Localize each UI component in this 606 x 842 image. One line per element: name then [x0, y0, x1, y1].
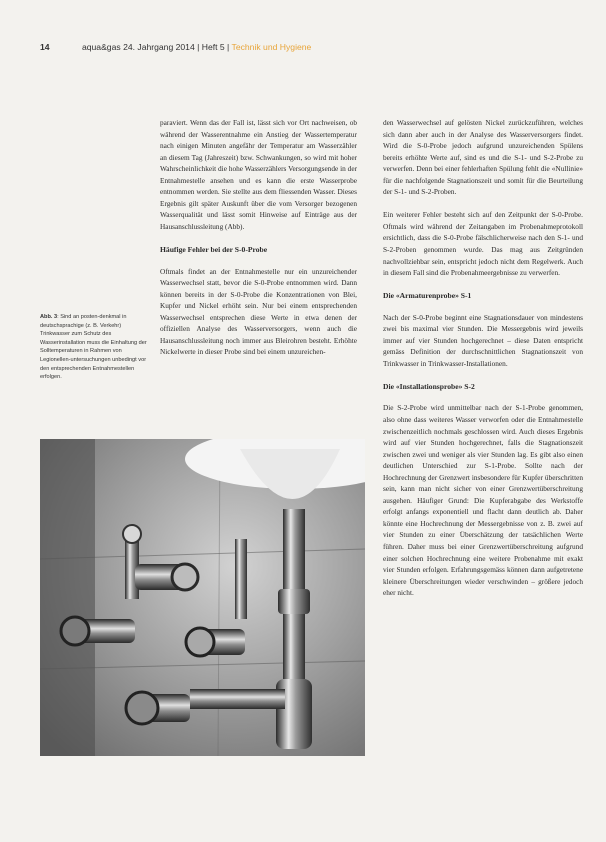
paragraph: Nach der S-0-Probe beginnt eine Stagnationsdauer von mindestens zwei bis maximal vier Stunden. Die Messergebnis wird jeweils immer auf vier Stunden hochgerechnet – diese Daten entspricht gemäss Definition der durchschnittlichen Stagnationszeit von Trinkwasser in Trinkwasser-Installationen.: [383, 312, 583, 368]
paragraph: Ein weiterer Fehler besteht sich auf den Zeitpunkt der S-0-Probe. Oftmals wird während der Zeitangaben im Probenahmeprotokoll ersichtlich, dass die S-0-Probe fälschlicherweise nach den S-1- und S-2-Proben genommen wurde. Das mag aus Zeitgründen nachvollziehbar sein, entspricht jedoch nicht dem Regelwerk. Auch in diesem Fall sind die Probenahmeergebnisse zu verwerfen.: [383, 210, 583, 278]
page-number: 14: [40, 42, 50, 52]
subheading: Die «Armaturenprobe» S-1: [383, 291, 472, 301]
journal-name: aqua&gas: [81, 42, 121, 52]
plumbing-photo-illustration: [40, 439, 365, 756]
figure-caption-text: Sind an posten-denkmal in deutschsprachige (z. B. Verkehr) Trinkwasser zum Schutz des Wasserinstallation muss die Einhaltung der Solltemperaturen in Rahmen von Legionellen-untersuchungen unbedingt vor den entsprechenden Entnahmestellen erfolgen.: [40, 314, 147, 381]
section-title: Technik und Hygiene: [231, 42, 312, 52]
subheading: Häufige Fehler bei der S-0-Probe: [160, 244, 268, 254]
plumbing-photo: [40, 439, 365, 756]
paragraph: paraviert. Wenn das der Fall ist, lässt sich vor Ort nachweisen, ob während der Wasserentnahme ein Anstieg der Wassertemperatur nach einigen Minuten angefähr der Temperatur am Wasserzähler an diesem Tag (Jahreszeit) bzw. Schwankungen, so wird mit hoher Wahrscheinlichkeit die hohe Wasserzählers Versorgungsende in der Entnahmestelle ansehen und es kann die erste Wasserprobe entnommen werden. Sie stellte aus dem fliessenden Wasser. Dieses Ergebnis gilt später Auskunft über die vom Versorger bezogenen Wasserqualität und lässt somit Hinweise auf Einträge aus der Hausanschlussleitung (Abb).: [160, 118, 357, 231]
paragraph: den Wasserwechsel auf gelösten Nickel zurückzuführen, welches sich dann aber auch in der Analyse des Wasserversorgers findet. Wird die S-0-Probe jedoch aufgrund unzureichenden Spülens bereits erhöhte Werte auf, sind es und die S-1- und S-2-Probe zu verwerfen. Denn bei einer fehlerhaften Spülung fehlt die «Nullinie» für die nachfolgende Stagnationszeit und somit für die Beurteilung der S-1- und S-2-Proben.: [383, 118, 583, 197]
paragraph: Oftmals findet an der Entnahmestelle nur ein unzureichender Wasserwechsel statt, bevor die S-0-Probe entnommen wird. Dann können bereits in der S-0-Probe die Konzentrationen von Blei, Kupfer und Nickel erhöht sein. Nur bei einem entsprechenden Wasserwechsel entsprechen diese Werte in etwa denen der offiziellen Analyse des Wasserversorgers, wenn auch die Hausanschlussleitung noch immer aus Bleirohren besteht. Erhöhte Nickelwerte in dieser Probe sind bei einem unzureichen-: [160, 266, 357, 357]
figure-caption: Abb. 3: Sind an posten-denkmal in deutschsprachige (z. B. Verkehr) Trinkwasser zum Schutz des Wasserinstallation muss die Einhaltung der Solltemperaturen in Rahmen von Legionellen-untersuchungen unbedingt vor den entsprechenden Entnahmestellen erfolgen.: [40, 314, 147, 381]
subheading: Die «Installationsprobe» S-2: [383, 381, 475, 391]
paragraph: Die S-2-Probe wird unmittelbar nach der S-1-Probe genommen, also ohne dass weiteres Wasser verworfen oder die Entnahmestelle zwischenzeitlich nochmals geschlossen wird. Auch dieses Ergebnis wird auf vier Stunden hochgerechnet, falls die Stagnationszeit zwischen zwei und weniger als vier Stunden lag. Es gibt also einen deutlichen Unterschied zur S-1-Probe. Sollte nach der Hochrechnung der Grenzwert insbesondere für Kupfer überschritten sein, kann man nicht sicher von einer Grenzwertüberschreitung ausgehen. Häufiger Grund: Die Kupferabgabe des Werkstoffe erfolgt anfangs exponentiell und flacht dann deutlich ab. Daher könnte eine Hochrechnung der Messergebnisse von z. B. zwei auf vier Stunden zu einer Überschätzung der tatsächlichen Werte führen. Daher muss bei einer Grenzwertüberschreitung aufgrund einer solchen Hochrechnung eine weitere Probenahme mit exakt vier Stunden erfolgen. Erfahrungsgemäss können dann aufgetretene kleinere Überschreitungen wieder verschwinden – größere jedoch eher nicht.: [383, 403, 583, 598]
text-column-right: [383, 117, 583, 610]
figure-label: Abb. 3: [40, 314, 58, 320]
issue-meta: 24. Jahrgang 2014 | Heft 5 |: [123, 42, 230, 52]
running-header: [40, 42, 580, 52]
text-column-middle: [160, 117, 357, 369]
